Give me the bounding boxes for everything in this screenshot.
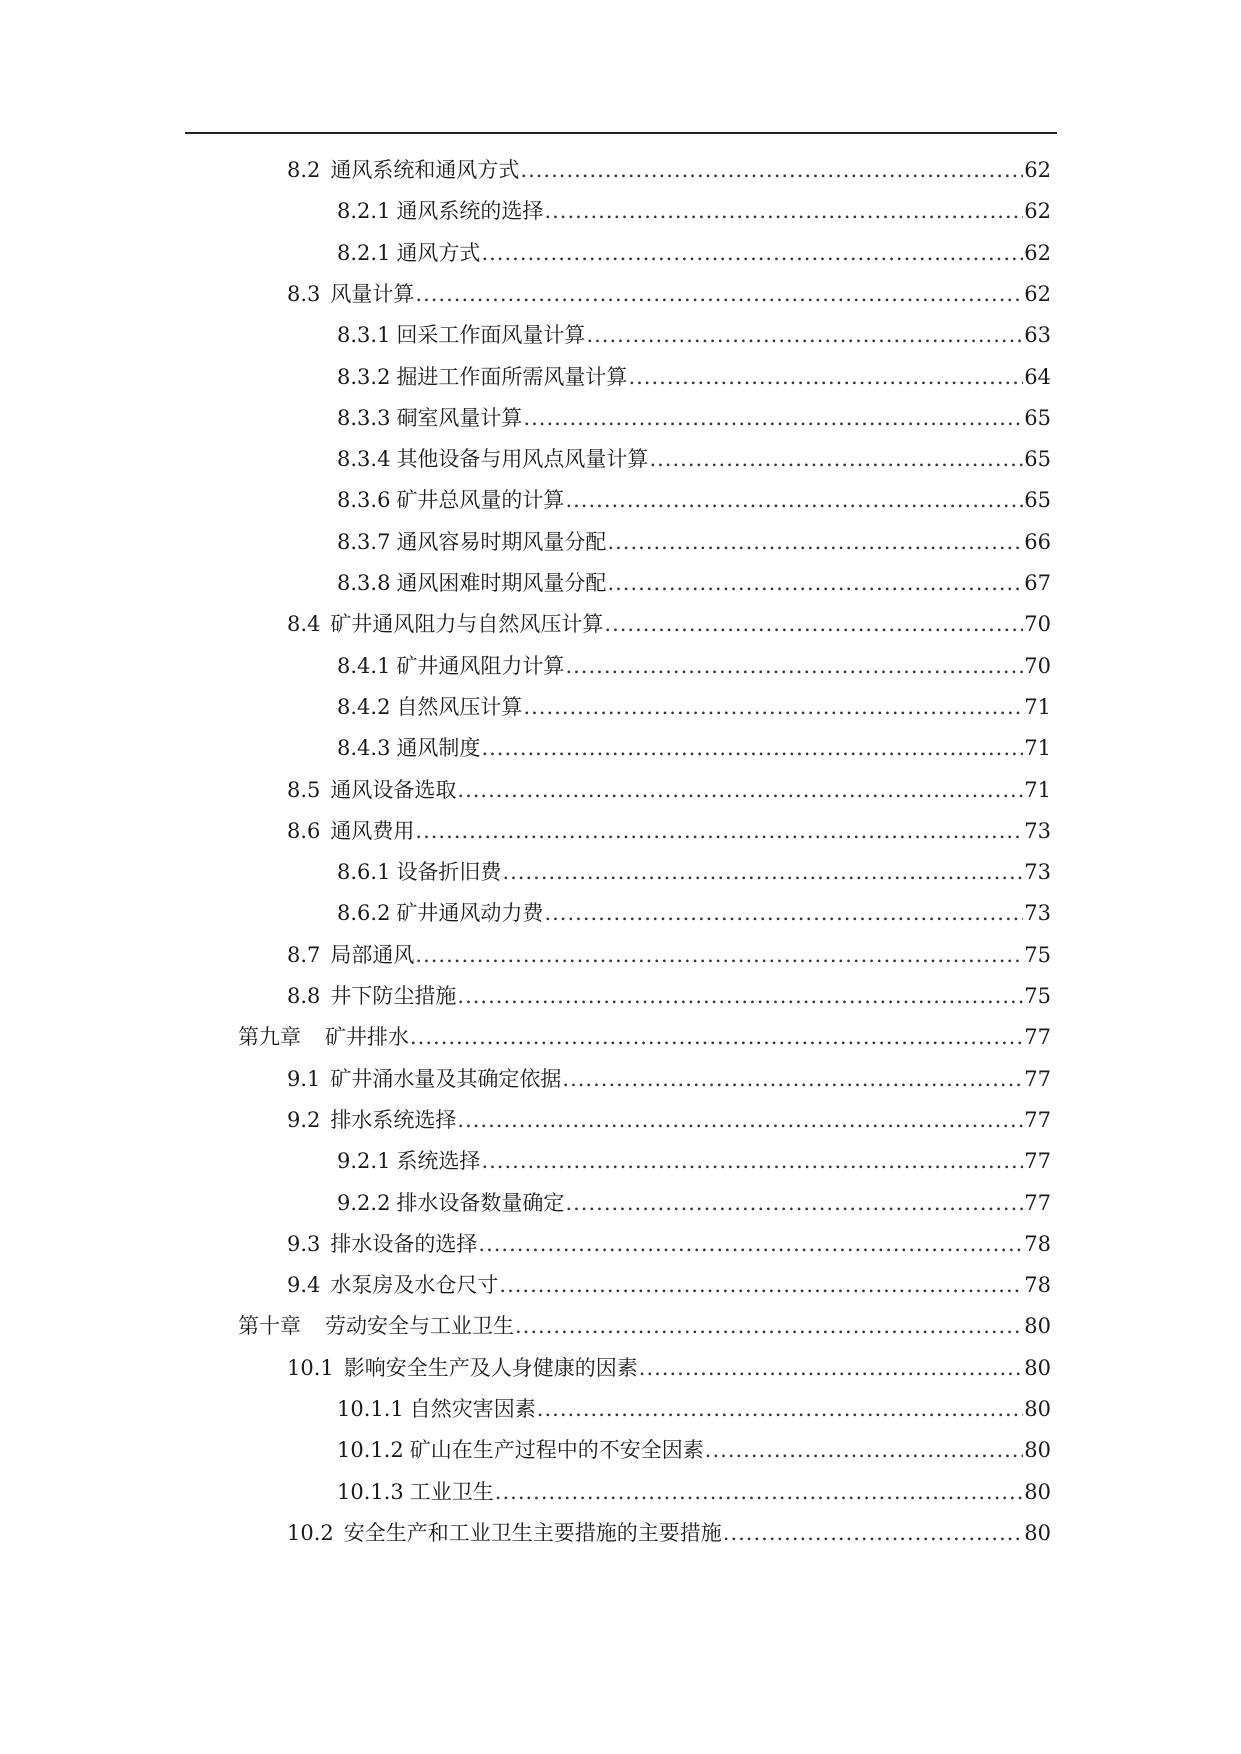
toc-page-number: 80 <box>1024 1355 1051 1380</box>
toc-page-number: 73 <box>1024 901 1051 926</box>
toc-dot-leader <box>415 940 1023 970</box>
toc-dot-leader <box>628 362 1023 392</box>
toc-section-title: 排水设备数量确定 <box>396 1190 565 1215</box>
toc-section-title: 回采工作面风量计算 <box>396 323 586 348</box>
toc-entry[interactable] <box>337 857 1051 887</box>
toc-page-number: 80 <box>1024 1397 1051 1421</box>
toc-section-number: 9.1 <box>287 1066 321 1091</box>
toc-dot-leader <box>478 1229 1023 1259</box>
toc-section-title: 水泵房及水仓尺寸 <box>330 1273 499 1298</box>
toc-section-number: 10.2 <box>287 1520 334 1545</box>
toc-dot-leader <box>604 609 1023 639</box>
toc-entry[interactable] <box>287 981 1051 1011</box>
toc-page-number: 65 <box>1024 488 1051 513</box>
toc-section-title: 硐室风量计算 <box>396 405 523 430</box>
toc-dot-leader <box>607 527 1023 557</box>
toc-entry[interactable] <box>337 1477 1051 1507</box>
toc-entry[interactable] <box>337 403 1051 433</box>
toc-entry[interactable] <box>337 898 1051 928</box>
toc-page-number: 77 <box>1024 1149 1051 1174</box>
toc-dot-leader <box>649 444 1023 474</box>
toc-section-number: 8.3.4 <box>337 447 391 472</box>
toc-entry[interactable] <box>238 1022 1051 1052</box>
toc-section-title: 通风困难时期风量分配 <box>396 571 607 595</box>
toc-section-number: 8.3.2 <box>337 364 391 389</box>
toc-entry[interactable] <box>337 362 1051 392</box>
toc-entry[interactable] <box>337 1146 1051 1176</box>
toc-section-number: 8.6.1 <box>337 860 391 885</box>
toc-entry[interactable] <box>287 775 1051 805</box>
toc-page-number: 71 <box>1024 694 1051 719</box>
toc-entry[interactable] <box>337 692 1051 722</box>
toc-section-number: 10.1 <box>287 1355 334 1380</box>
toc-entry[interactable] <box>287 816 1051 846</box>
toc-page-number: 73 <box>1024 818 1051 843</box>
toc-section-number: 8.7 <box>287 942 321 967</box>
toc-entry[interactable] <box>287 155 1051 185</box>
toc-section-title: 排水设备的选择 <box>330 1231 478 1256</box>
toc-section-number: 10.1.3 <box>337 1479 404 1504</box>
toc-section-title: 通风系统和通风方式 <box>330 158 520 182</box>
toc-entry[interactable] <box>287 609 1051 639</box>
toc-entry[interactable] <box>287 1518 1051 1548</box>
toc-page-number: 70 <box>1024 653 1051 678</box>
toc-section-number: 8.3 <box>287 281 321 306</box>
toc-page-number: 75 <box>1024 984 1051 1008</box>
toc-entry[interactable] <box>337 320 1051 350</box>
toc-section-title: 矿井通风阻力计算 <box>396 653 565 678</box>
toc-page-number: 77 <box>1024 1066 1051 1091</box>
toc-page-number: 77 <box>1024 1025 1051 1050</box>
toc-section-title: 通风设备选取 <box>330 777 457 802</box>
toc-section-title: 自然风压计算 <box>396 694 523 719</box>
toc-page-number: 75 <box>1024 942 1051 967</box>
toc-entry[interactable] <box>337 485 1051 515</box>
toc-dot-leader <box>457 775 1023 805</box>
toc-section-number: 9.2 <box>287 1107 321 1132</box>
toc-entry[interactable] <box>337 1188 1051 1218</box>
toc-section-number: 8.3.1 <box>337 323 391 348</box>
toc-dot-leader <box>410 1022 1023 1052</box>
toc-page-number: 80 <box>1024 1520 1051 1545</box>
toc-entry[interactable] <box>287 1064 1051 1094</box>
toc-dot-leader <box>544 196 1023 226</box>
toc-dot-leader <box>481 1146 1023 1176</box>
toc-dot-leader <box>705 1435 1023 1465</box>
toc-dot-leader <box>723 1518 1024 1548</box>
toc-section-number: 8.2 <box>287 158 321 182</box>
toc-section-title: 局部通风 <box>330 942 415 967</box>
toc-section-title: 矿山在生产过程中的不安全因素 <box>409 1438 704 1463</box>
toc-dot-leader <box>565 485 1023 515</box>
toc-dot-leader <box>639 1353 1024 1383</box>
toc-dot-leader <box>415 279 1023 309</box>
toc-entry[interactable] <box>337 1394 1051 1424</box>
toc-section-title: 风量计算 <box>330 281 415 306</box>
toc-section-number: 8.4.2 <box>337 694 391 719</box>
toc-entry[interactable] <box>337 196 1051 226</box>
toc-page-number: 62 <box>1024 158 1051 182</box>
toc-section-number: 9.2.2 <box>337 1190 391 1215</box>
toc-page-number: 62 <box>1024 199 1051 224</box>
toc-dot-leader <box>562 1064 1023 1094</box>
toc-section-title: 影响安全生产及人身健康的因素 <box>343 1355 638 1380</box>
toc-section-number: 8.3.7 <box>337 529 391 554</box>
toc-page-number: 73 <box>1024 860 1051 885</box>
toc-dot-leader <box>565 1188 1023 1218</box>
toc-page-number: 77 <box>1024 1190 1051 1215</box>
toc-dot-leader <box>457 1105 1023 1135</box>
toc-page-number: 71 <box>1024 736 1051 761</box>
toc-page-number: 65 <box>1024 405 1051 430</box>
toc-section-title: 通风方式 <box>396 240 481 265</box>
toc-dot-leader <box>544 898 1023 928</box>
toc-dot-leader <box>565 651 1023 681</box>
toc-section-title: 工业卫生 <box>409 1479 494 1504</box>
toc-section-title: 通风容易时期风量分配 <box>396 529 607 554</box>
toc-section-number: 8.2.1 <box>337 199 391 224</box>
toc-section-title: 排水系统选择 <box>330 1107 457 1132</box>
toc-page-number: 62 <box>1024 240 1051 265</box>
toc-section-number: 8.6.2 <box>337 901 391 926</box>
toc-page-number: 77 <box>1024 1107 1051 1132</box>
toc-dot-leader <box>523 692 1023 722</box>
toc-section-number: 8.4.3 <box>337 736 391 761</box>
toc-entry[interactable] <box>337 733 1051 763</box>
toc-dot-leader <box>502 857 1023 887</box>
toc-section-title: 设备折旧费 <box>396 860 502 885</box>
toc-section-number: 9.2.1 <box>337 1149 391 1174</box>
toc-section-title: 矿井通风动力费 <box>396 901 544 926</box>
toc-section-title: 矿井排水 <box>325 1025 409 1050</box>
toc-section-number: 8.2.1 <box>337 240 391 265</box>
toc-entry[interactable] <box>337 568 1051 598</box>
toc-entry[interactable] <box>337 444 1051 474</box>
toc-section-title: 矿井涌水量及其确定依据 <box>330 1066 562 1091</box>
toc-section-number: 8.8 <box>287 984 321 1008</box>
toc-section-number: 8.5 <box>287 777 321 802</box>
toc-section-title: 通风制度 <box>396 736 481 761</box>
toc-entry[interactable] <box>337 238 1051 268</box>
toc-entry[interactable] <box>287 1105 1051 1135</box>
toc-section-title: 井下防尘措施 <box>330 984 457 1008</box>
toc-dot-leader <box>457 981 1023 1011</box>
toc-section-number: 8.3.8 <box>337 571 391 595</box>
toc-section-title: 自然灾害因素 <box>409 1397 536 1421</box>
toc-section-number: 10.1.1 <box>337 1397 404 1421</box>
toc-entry[interactable] <box>337 651 1051 681</box>
toc-section-title: 通风费用 <box>330 818 415 843</box>
toc-section-title: 其他设备与用风点风量计算 <box>396 447 649 472</box>
toc-page-number: 65 <box>1024 447 1051 472</box>
toc-page-number: 78 <box>1024 1273 1051 1298</box>
toc-page-number: 80 <box>1024 1479 1051 1504</box>
toc-section-number: 8.3.6 <box>337 488 391 513</box>
toc-page-number: 66 <box>1024 529 1051 554</box>
toc-section-number: 9.4 <box>287 1273 321 1298</box>
toc-page-number: 71 <box>1024 777 1051 802</box>
toc-entry[interactable] <box>287 279 1051 309</box>
toc-section-title: 掘进工作面所需风量计算 <box>396 364 628 389</box>
toc-entry[interactable] <box>287 940 1051 970</box>
toc-section-number: 8.4.1 <box>337 653 391 678</box>
toc-dot-leader <box>520 155 1023 185</box>
header-rule <box>185 132 1057 134</box>
toc-entry[interactable] <box>287 1270 1051 1300</box>
toc-section-number: 8.4 <box>287 612 321 637</box>
toc-page-number: 70 <box>1024 612 1051 637</box>
toc-entry[interactable] <box>337 527 1051 557</box>
toc-page-number: 64 <box>1024 364 1051 389</box>
toc-section-number: 第十章 <box>238 1314 301 1339</box>
toc-dot-leader <box>481 733 1023 763</box>
toc-section-title: 矿井通风阻力与自然风压计算 <box>330 612 604 637</box>
toc-section-number: 9.3 <box>287 1231 321 1256</box>
toc-page-number: 78 <box>1024 1231 1051 1256</box>
toc-dot-leader <box>495 1477 1023 1507</box>
toc-dot-leader <box>481 238 1023 268</box>
toc-dot-leader <box>499 1270 1023 1300</box>
toc-dot-leader <box>523 403 1023 433</box>
toc-dot-leader <box>515 1311 1023 1341</box>
toc-page-number: 63 <box>1024 323 1051 348</box>
toc-dot-leader <box>607 568 1023 598</box>
toc-entry[interactable] <box>337 1435 1051 1465</box>
toc-page-number: 80 <box>1024 1438 1051 1463</box>
toc-page-number: 67 <box>1024 571 1051 595</box>
toc-section-number: 10.1.2 <box>337 1438 404 1463</box>
toc-section-title: 劳动安全与工业卫生 <box>325 1314 514 1339</box>
toc-section-number: 第九章 <box>238 1025 301 1050</box>
toc-entry[interactable] <box>287 1353 1051 1383</box>
toc-dot-leader <box>415 816 1023 846</box>
toc-page-number: 62 <box>1024 281 1051 306</box>
toc-section-title: 安全生产和工业卫生主要措施的主要措施 <box>343 1520 722 1545</box>
toc-page-number: 80 <box>1024 1314 1051 1339</box>
toc-entry[interactable] <box>238 1311 1051 1341</box>
toc-section-number: 8.6 <box>287 818 321 843</box>
toc-section-number: 8.3.3 <box>337 405 391 430</box>
toc-section-title: 矿井总风量的计算 <box>396 488 565 513</box>
toc-section-title: 通风系统的选择 <box>396 199 544 224</box>
toc-dot-leader <box>586 320 1023 350</box>
toc-section-title: 系统选择 <box>396 1149 481 1174</box>
toc-entry[interactable] <box>287 1229 1051 1259</box>
toc-dot-leader <box>537 1394 1023 1424</box>
